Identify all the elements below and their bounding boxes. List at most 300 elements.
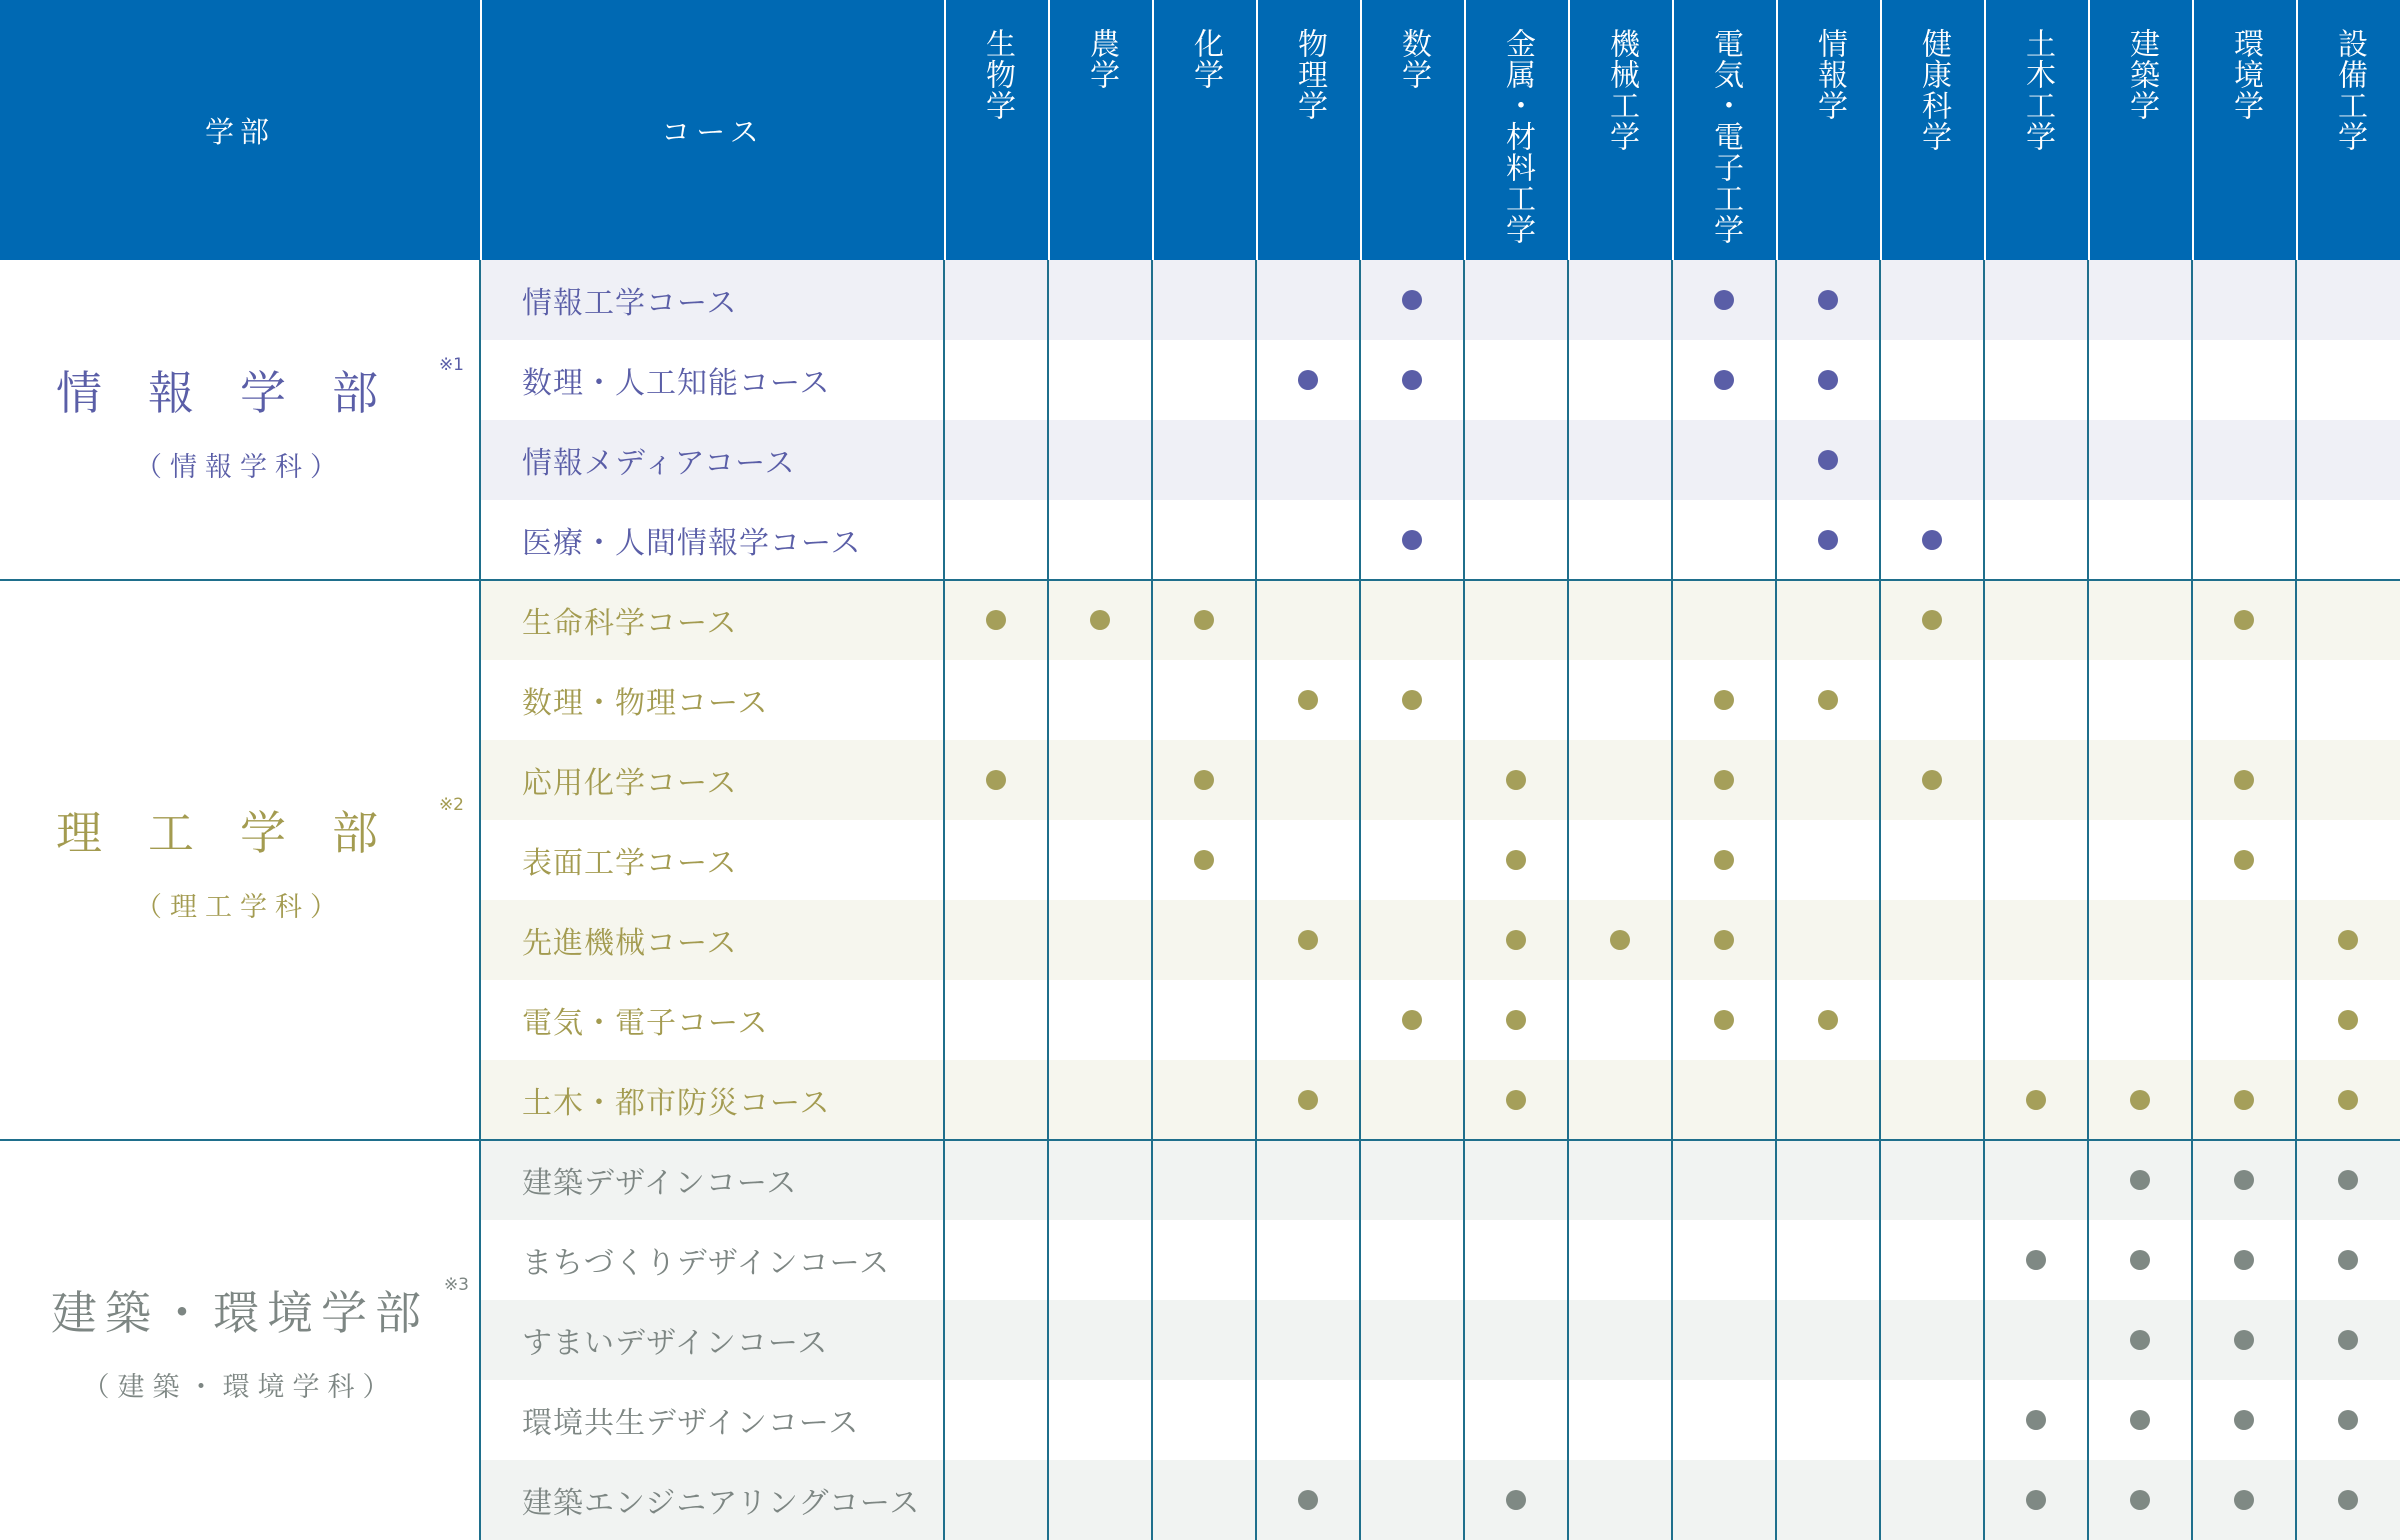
matrix-cell xyxy=(1880,580,1984,660)
matrix-cell xyxy=(1256,260,1360,340)
department-name: （建築・環境学科） xyxy=(82,1371,398,1403)
matrix-cell xyxy=(1568,980,1672,1060)
subject-header-label: 建築学 xyxy=(2124,28,2159,121)
matrix-cell xyxy=(1984,1220,2088,1300)
matrix-cell xyxy=(1360,580,1464,660)
matrix-cell xyxy=(2296,1140,2400,1220)
matrix-cell xyxy=(1776,1380,1880,1460)
faculty-name xyxy=(51,1274,469,1343)
matrix-cell xyxy=(1776,500,1880,580)
mark-dot xyxy=(1714,370,1734,390)
matrix-cell xyxy=(1464,1060,1568,1140)
matrix-cell xyxy=(944,340,1048,420)
mark-dot xyxy=(2338,930,2358,950)
subject-header xyxy=(1048,0,1152,260)
matrix-cell xyxy=(1880,660,1984,740)
faculty-column-header: 学部 xyxy=(0,0,480,260)
matrix-cell xyxy=(2192,1380,2296,1460)
matrix-cell xyxy=(1048,740,1152,820)
matrix-cell xyxy=(1464,1220,1568,1300)
matrix-cell xyxy=(1360,1220,1464,1300)
matrix-cell xyxy=(1776,340,1880,420)
matrix-cell xyxy=(1152,580,1256,660)
matrix-cell xyxy=(2192,1060,2296,1140)
mark-dot xyxy=(2026,1410,2046,1430)
matrix-cell xyxy=(1568,1460,1672,1540)
faculty-name-text: 情報学部 xyxy=(56,365,424,420)
matrix-cell xyxy=(1048,1380,1152,1460)
mark-dot xyxy=(2130,1490,2150,1510)
matrix-cell xyxy=(1464,660,1568,740)
subject-header-label: 健康科学 xyxy=(1916,28,1951,152)
faculty-note: ※2 xyxy=(438,794,464,815)
matrix-cell xyxy=(1984,260,2088,340)
matrix-cell xyxy=(1152,1220,1256,1300)
matrix-cell xyxy=(2192,1140,2296,1220)
matrix-cell xyxy=(1880,1300,1984,1380)
matrix-cell xyxy=(1048,900,1152,980)
mark-dot xyxy=(2130,1090,2150,1110)
course-name: まちづくりデザインコース xyxy=(480,1220,944,1300)
mark-dot xyxy=(1922,770,1942,790)
matrix-cell xyxy=(1464,820,1568,900)
mark-dot xyxy=(1714,850,1734,870)
matrix-cell xyxy=(1360,820,1464,900)
course-name: 電気・電子コース xyxy=(480,980,944,1060)
matrix-cell xyxy=(1776,660,1880,740)
matrix-cell xyxy=(1568,820,1672,900)
matrix-cell xyxy=(944,1220,1048,1300)
subject-header xyxy=(2192,0,2296,260)
matrix-cell xyxy=(2088,1300,2192,1380)
mark-dot xyxy=(1402,290,1422,310)
mark-dot xyxy=(2026,1250,2046,1270)
matrix-cell xyxy=(1984,580,2088,660)
matrix-cell xyxy=(1256,340,1360,420)
matrix-cell xyxy=(2296,660,2400,740)
mark-dot xyxy=(1506,1490,1526,1510)
matrix-cell xyxy=(2192,1460,2296,1540)
matrix-cell xyxy=(1672,500,1776,580)
matrix-cell xyxy=(2296,1380,2400,1460)
matrix-cell xyxy=(2088,1380,2192,1460)
matrix-cell xyxy=(1776,1140,1880,1220)
matrix-cell xyxy=(1776,580,1880,660)
subject-header xyxy=(1152,0,1256,260)
mark-dot xyxy=(2130,1170,2150,1190)
mark-dot xyxy=(2234,1170,2254,1190)
department-name: （情報学科） xyxy=(135,451,345,483)
mark-dot xyxy=(1298,1490,1318,1510)
mark-dot xyxy=(2026,1090,2046,1110)
matrix-cell xyxy=(2088,580,2192,660)
mark-dot xyxy=(986,770,1006,790)
matrix-cell xyxy=(2296,900,2400,980)
subject-header-label: 環境学 xyxy=(2228,28,2263,121)
matrix-cell xyxy=(1568,500,1672,580)
matrix-cell xyxy=(1464,500,1568,580)
matrix-cell xyxy=(1568,580,1672,660)
matrix-cell xyxy=(1880,420,1984,500)
matrix-cell xyxy=(1256,820,1360,900)
matrix-cell xyxy=(2088,900,2192,980)
mark-dot xyxy=(2338,1250,2358,1270)
matrix-cell xyxy=(2192,820,2296,900)
subject-header-label: 土木工学 xyxy=(2020,28,2055,152)
matrix-cell xyxy=(2192,420,2296,500)
matrix-cell xyxy=(944,820,1048,900)
matrix-cell xyxy=(1672,900,1776,980)
matrix-cell xyxy=(1776,1220,1880,1300)
matrix-cell xyxy=(2296,980,2400,1060)
matrix-cell xyxy=(2088,1460,2192,1540)
matrix-cell xyxy=(1048,260,1152,340)
matrix-cell xyxy=(2296,340,2400,420)
subject-header-label: 物理学 xyxy=(1292,28,1327,121)
faculty-name-text: 建築・環境学部 xyxy=(51,1285,429,1340)
mark-dot xyxy=(1818,450,1838,470)
matrix-cell xyxy=(1984,740,2088,820)
matrix-cell xyxy=(1984,660,2088,740)
matrix-cell xyxy=(1568,660,1672,740)
matrix-cell xyxy=(1672,1380,1776,1460)
matrix-cell xyxy=(1464,1460,1568,1540)
mark-dot xyxy=(1818,1010,1838,1030)
matrix-cell xyxy=(944,980,1048,1060)
matrix-cell xyxy=(1984,1140,2088,1220)
matrix-cell xyxy=(1360,1300,1464,1380)
course-name: 環境共生デザインコース xyxy=(480,1380,944,1460)
matrix-cell xyxy=(1360,1380,1464,1460)
matrix-cell xyxy=(1776,900,1880,980)
matrix-cell xyxy=(1048,1300,1152,1380)
matrix-cell xyxy=(1360,340,1464,420)
matrix-cell xyxy=(1464,1380,1568,1460)
matrix-cell xyxy=(1672,980,1776,1060)
matrix-cell xyxy=(1880,980,1984,1060)
matrix-cell xyxy=(1672,1220,1776,1300)
matrix-cell xyxy=(2192,740,2296,820)
subject-header xyxy=(2088,0,2192,260)
course-name: 情報工学コース xyxy=(480,260,944,340)
mark-dot xyxy=(1818,530,1838,550)
mark-dot xyxy=(1402,530,1422,550)
mark-dot xyxy=(2338,1170,2358,1190)
matrix-cell xyxy=(1568,1140,1672,1220)
subject-header-label: 生物学 xyxy=(980,28,1015,121)
faculty-note: ※1 xyxy=(438,354,464,375)
matrix-cell xyxy=(1464,260,1568,340)
matrix-cell xyxy=(1984,1380,2088,1460)
mark-dot xyxy=(2026,1490,2046,1510)
matrix-cell xyxy=(1048,1220,1152,1300)
matrix-cell xyxy=(2088,820,2192,900)
matrix-cell xyxy=(1360,260,1464,340)
mark-dot xyxy=(1298,930,1318,950)
matrix-cell xyxy=(1152,420,1256,500)
subject-header xyxy=(1984,0,2088,260)
matrix-cell xyxy=(1880,340,1984,420)
matrix-cell xyxy=(1048,340,1152,420)
matrix-cell xyxy=(1152,340,1256,420)
matrix-cell xyxy=(944,500,1048,580)
matrix-cell xyxy=(1464,900,1568,980)
faculty-cell xyxy=(0,1140,480,1540)
matrix-cell xyxy=(1464,740,1568,820)
matrix-cell xyxy=(1880,1460,1984,1540)
mark-dot xyxy=(1922,530,1942,550)
matrix-cell xyxy=(1256,1380,1360,1460)
matrix-cell xyxy=(2088,1140,2192,1220)
matrix-cell xyxy=(1880,740,1984,820)
matrix-cell xyxy=(2088,1060,2192,1140)
mark-dot xyxy=(2338,1410,2358,1430)
matrix-cell xyxy=(1880,260,1984,340)
matrix-cell xyxy=(1880,1140,1984,1220)
matrix-cell xyxy=(1464,580,1568,660)
matrix-cell xyxy=(2088,1220,2192,1300)
faculty-name xyxy=(56,794,464,863)
faculty-note: ※3 xyxy=(443,1274,469,1295)
mark-dot xyxy=(1818,370,1838,390)
matrix-cell xyxy=(1880,1060,1984,1140)
subject-header-label: 機械工学 xyxy=(1604,28,1639,152)
matrix-cell xyxy=(1984,420,2088,500)
matrix-cell xyxy=(1256,1060,1360,1140)
mark-dot xyxy=(1506,1010,1526,1030)
mark-dot xyxy=(986,610,1006,630)
matrix-cell xyxy=(1256,500,1360,580)
matrix-cell xyxy=(1568,1380,1672,1460)
matrix-cell xyxy=(1256,660,1360,740)
matrix-cell xyxy=(1464,980,1568,1060)
matrix-cell xyxy=(2192,340,2296,420)
matrix-cell xyxy=(1984,1060,2088,1140)
matrix-cell xyxy=(1880,1380,1984,1460)
mark-dot xyxy=(1922,610,1942,630)
matrix-cell xyxy=(1464,340,1568,420)
subject-header-label: 設備工学 xyxy=(2332,28,2367,152)
subject-header xyxy=(1256,0,1360,260)
course-name: 土木・都市防災コース xyxy=(480,1060,944,1140)
matrix-cell xyxy=(1880,820,1984,900)
course-name: 表面工学コース xyxy=(480,820,944,900)
mark-dot xyxy=(1714,930,1734,950)
matrix-cell xyxy=(1776,1460,1880,1540)
matrix-cell xyxy=(944,1300,1048,1380)
matrix-cell xyxy=(2088,260,2192,340)
matrix-cell xyxy=(2088,500,2192,580)
matrix-cell xyxy=(1152,900,1256,980)
matrix-cell xyxy=(1152,500,1256,580)
matrix-cell xyxy=(2296,500,2400,580)
mark-dot xyxy=(1818,690,1838,710)
matrix-cell xyxy=(2088,980,2192,1060)
mark-dot xyxy=(2130,1410,2150,1430)
matrix-cell xyxy=(1256,1460,1360,1540)
matrix-cell xyxy=(1672,260,1776,340)
matrix-cell xyxy=(1256,900,1360,980)
matrix-cell xyxy=(1568,1220,1672,1300)
mark-dot xyxy=(2234,1090,2254,1110)
mark-dot xyxy=(1402,690,1422,710)
matrix-cell xyxy=(1360,500,1464,580)
course-name: 建築デザインコース xyxy=(480,1140,944,1220)
mark-dot xyxy=(2338,1090,2358,1110)
matrix-cell xyxy=(2296,1460,2400,1540)
matrix-cell xyxy=(1672,580,1776,660)
mark-dot xyxy=(2338,1010,2358,1030)
matrix-cell xyxy=(1048,420,1152,500)
faculty-cell xyxy=(0,580,480,1140)
matrix-cell xyxy=(1048,1060,1152,1140)
matrix-cell xyxy=(1152,820,1256,900)
mark-dot xyxy=(2338,1490,2358,1510)
matrix-cell xyxy=(944,1060,1048,1140)
matrix-cell xyxy=(2296,1300,2400,1380)
matrix-cell xyxy=(1152,1380,1256,1460)
matrix-cell xyxy=(1360,740,1464,820)
course-name: すまいデザインコース xyxy=(480,1300,944,1380)
matrix-cell xyxy=(1672,820,1776,900)
matrix-cell xyxy=(1152,1140,1256,1220)
matrix-cell xyxy=(1256,1140,1360,1220)
mark-dot xyxy=(1506,850,1526,870)
mark-dot xyxy=(2130,1330,2150,1350)
matrix-cell xyxy=(1152,1300,1256,1380)
mark-dot xyxy=(1090,610,1110,630)
mark-dot xyxy=(1610,930,1630,950)
matrix-cell xyxy=(1152,740,1256,820)
matrix-cell xyxy=(1776,1300,1880,1380)
matrix-cell xyxy=(1672,1300,1776,1380)
course-name: 先進機械コース xyxy=(480,900,944,980)
course-name: 数理・物理コース xyxy=(480,660,944,740)
matrix-cell xyxy=(944,260,1048,340)
matrix-cell xyxy=(1464,1300,1568,1380)
matrix-cell xyxy=(1568,340,1672,420)
matrix-cell xyxy=(1360,420,1464,500)
subject-header-label: 化学 xyxy=(1188,28,1223,90)
mark-dot xyxy=(1714,1010,1734,1030)
matrix-cell xyxy=(1568,740,1672,820)
matrix-cell xyxy=(1360,660,1464,740)
faculty-name xyxy=(56,354,464,423)
mark-dot xyxy=(2234,1330,2254,1350)
mark-dot xyxy=(2234,850,2254,870)
matrix-cell xyxy=(944,1460,1048,1540)
matrix-cell xyxy=(1984,1300,2088,1380)
mark-dot xyxy=(2234,610,2254,630)
subject-header xyxy=(1880,0,1984,260)
course-name: 建築エンジニアリングコース xyxy=(480,1460,944,1540)
matrix-cell xyxy=(1256,1220,1360,1300)
subject-header xyxy=(1672,0,1776,260)
mark-dot xyxy=(1298,370,1318,390)
matrix-cell xyxy=(1984,980,2088,1060)
faculty-cell xyxy=(0,260,480,580)
subject-header-label: 電気・電子工学 xyxy=(1708,28,1743,245)
matrix-cell xyxy=(1672,420,1776,500)
matrix-cell xyxy=(1672,660,1776,740)
matrix-cell xyxy=(1048,820,1152,900)
mark-dot xyxy=(1402,370,1422,390)
mark-dot xyxy=(1194,610,1214,630)
matrix-cell xyxy=(1048,580,1152,660)
matrix-cell xyxy=(1048,1140,1152,1220)
matrix-cell xyxy=(2192,580,2296,660)
mark-dot xyxy=(2234,770,2254,790)
matrix-cell xyxy=(1048,500,1152,580)
subject-header xyxy=(1360,0,1464,260)
matrix-cell xyxy=(2192,1300,2296,1380)
matrix-cell xyxy=(2296,740,2400,820)
matrix-cell xyxy=(944,740,1048,820)
matrix-cell xyxy=(1672,1460,1776,1540)
mark-dot xyxy=(1818,290,1838,310)
matrix-cell xyxy=(2088,740,2192,820)
matrix-cell xyxy=(1568,900,1672,980)
matrix-cell xyxy=(2192,900,2296,980)
matrix-cell xyxy=(2296,1060,2400,1140)
matrix-cell xyxy=(944,420,1048,500)
department-name: （理工学科） xyxy=(135,891,345,923)
mark-dot xyxy=(2234,1410,2254,1430)
mark-dot xyxy=(1402,1010,1422,1030)
matrix-cell xyxy=(1360,900,1464,980)
mark-dot xyxy=(1194,850,1214,870)
mark-dot xyxy=(1298,1090,1318,1110)
course-name: 情報メディアコース xyxy=(480,420,944,500)
matrix-cell xyxy=(1048,1460,1152,1540)
matrix-cell xyxy=(1568,1300,1672,1380)
matrix-cell xyxy=(2296,820,2400,900)
matrix-cell xyxy=(2192,1220,2296,1300)
matrix-cell xyxy=(2192,500,2296,580)
matrix-cell xyxy=(2296,580,2400,660)
matrix-cell xyxy=(2088,420,2192,500)
matrix-cell xyxy=(2192,660,2296,740)
course-column-header: コース xyxy=(480,0,944,260)
matrix-cell xyxy=(1464,420,1568,500)
matrix-cell xyxy=(2088,660,2192,740)
subject-header xyxy=(944,0,1048,260)
matrix-cell xyxy=(944,900,1048,980)
subject-header-label: 農学 xyxy=(1084,28,1119,90)
matrix-cell xyxy=(1776,980,1880,1060)
matrix-cell xyxy=(1152,980,1256,1060)
matrix-cell xyxy=(1256,420,1360,500)
matrix-cell xyxy=(1984,900,2088,980)
mark-dot xyxy=(1714,290,1734,310)
matrix-cell xyxy=(1568,260,1672,340)
matrix-cell xyxy=(1360,1460,1464,1540)
matrix-cell xyxy=(1880,1220,1984,1300)
mark-dot xyxy=(2234,1250,2254,1270)
matrix-cell xyxy=(1672,1060,1776,1140)
matrix-cell xyxy=(1152,1060,1256,1140)
mark-dot xyxy=(1194,770,1214,790)
matrix-cell xyxy=(1984,1460,2088,1540)
matrix-cell xyxy=(1152,660,1256,740)
matrix-cell xyxy=(2192,260,2296,340)
matrix-cell xyxy=(1464,1140,1568,1220)
mark-dot xyxy=(2234,1490,2254,1510)
matrix-cell xyxy=(2088,340,2192,420)
matrix-cell xyxy=(2192,980,2296,1060)
matrix-cell xyxy=(1048,980,1152,1060)
matrix-cell xyxy=(944,660,1048,740)
